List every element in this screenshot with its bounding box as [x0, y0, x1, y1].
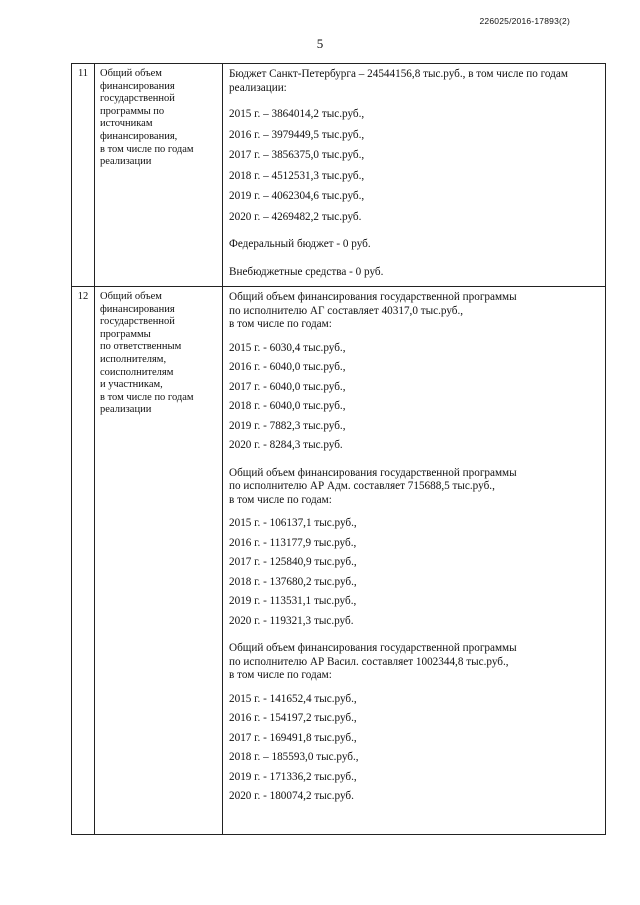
row-content [223, 64, 605, 286]
extrabudgetary-funds: Внебюджетные средства - 0 руб. [229, 265, 384, 278]
title-line: финансирования [100, 80, 175, 92]
section-intro [229, 467, 599, 508]
title-line: в том числе по годам [100, 143, 194, 155]
financing-table [71, 63, 606, 835]
intro-line: Общий объем финансирования государственной программы [229, 291, 517, 303]
table-row-11 [72, 64, 605, 287]
year-line: 2020 г. - 180074,2 тыс.руб. [229, 790, 354, 802]
year-line: 2018 г. – 4512531,3 тыс.руб., [229, 169, 365, 182]
row-title [95, 287, 223, 834]
title-line: Общий объем [100, 68, 162, 79]
year-line: 2019 г. - 113531,1 тыс.руб., [229, 595, 357, 607]
intro-line: в том числе по годам: [229, 669, 332, 681]
year-line: 2017 г. – 3856375,0 тыс.руб., [229, 149, 365, 161]
year-line: 2017 г. - 125840,9 тыс.руб., [229, 556, 357, 568]
table-row-12 [72, 287, 605, 834]
intro-line: Общий объем финансирования государственной программы [229, 642, 517, 654]
title-line: государственной [100, 316, 175, 328]
year-line: 2018 г. - 6040,0 тыс.руб., [229, 400, 346, 412]
title-line: финансирования [100, 303, 175, 315]
year-list [229, 108, 599, 224]
federal-budget: Федеральный бюджет - 0 руб. [229, 238, 371, 250]
title-line: и участникам, [100, 379, 163, 391]
title-line: программы по [100, 105, 165, 117]
title-line: по ответственным [100, 341, 182, 353]
intro-line: реализации: [229, 81, 287, 94]
row-number: 12 [72, 287, 95, 834]
year-line: 2017 г. - 6040,0 тыс.руб., [229, 380, 346, 393]
executor-section-ar-vasil [229, 642, 599, 804]
year-line: 2019 г. - 171336,2 тыс.руб., [229, 770, 357, 783]
title-line: реализации [100, 404, 152, 416]
title-line: источникам [100, 118, 153, 130]
year-line: 2020 г. - 119321,3 тыс.руб. [229, 614, 354, 627]
row-title [95, 64, 223, 286]
year-line: 2017 г. - 169491,8 тыс.руб., [229, 731, 357, 744]
title-line: Общий объем [100, 291, 162, 302]
intro-line: в том числе по годам: [229, 318, 332, 330]
section-intro [229, 642, 599, 683]
year-line: 2015 г. – 3864014,2 тыс.руб., [229, 108, 365, 120]
budget-intro [229, 68, 599, 95]
year-line: 2016 г. - 113177,9 тыс.руб., [229, 536, 357, 549]
intro-line: по исполнителю АР Адм. составляет 715688,5 тыс.руб., [229, 480, 495, 492]
page-number: 5 [316, 36, 324, 51]
section-intro [229, 291, 599, 332]
year-line: 2015 г. - 106137,1 тыс.руб., [229, 517, 357, 529]
title-line: государственной [100, 93, 175, 105]
title-line: финансирования, [100, 130, 178, 142]
year-line: 2020 г. – 4269482,2 тыс.руб. [229, 210, 362, 223]
title-line: реализации [100, 156, 152, 168]
title-line: исполнителям, [100, 353, 167, 365]
intro-line: по исполнителю АГ составляет 40317,0 тыс.руб., [229, 304, 464, 317]
year-line: 2016 г. - 6040,0 тыс.руб., [229, 361, 346, 373]
title-line: программы [100, 328, 151, 340]
intro-line: Общий объем финансирования государственной программы [229, 466, 517, 479]
year-line: 2016 г. - 154197,2 тыс.руб., [229, 712, 357, 724]
document-number: 226025/2016-17893(2) [479, 16, 570, 26]
row-number: 11 [72, 64, 95, 286]
intro-line: в том числе по годам: [229, 493, 332, 506]
year-line: 2019 г. - 7882,3 тыс.руб., [229, 419, 346, 432]
year-line: 2015 г. - 141652,4 тыс.руб., [229, 692, 357, 705]
title-line: соисполнителям [100, 366, 174, 378]
row-content [223, 287, 605, 834]
intro-line: по исполнителю АР Васил. составляет 1002344,8 тыс.руб., [229, 655, 509, 668]
year-line: 2018 г. – 185593,0 тыс.руб., [229, 751, 359, 763]
year-line: 2015 г. - 6030,4 тыс.руб., [229, 341, 346, 354]
executor-section-ar-adm [229, 467, 599, 629]
intro-line: Бюджет Санкт-Петербурга – 24544156,8 тыс.руб., в том числе по годам [229, 68, 568, 80]
year-line: 2020 г. - 8284,3 тыс.руб. [229, 439, 343, 451]
title-line: в том числе по годам [100, 391, 194, 403]
executor-section-ag [229, 291, 599, 453]
year-line: 2019 г. – 4062304,6 тыс.руб., [229, 190, 365, 202]
year-line: 2018 г. - 137680,2 тыс.руб., [229, 575, 357, 588]
year-line: 2016 г. – 3979449,5 тыс.руб., [229, 128, 365, 141]
